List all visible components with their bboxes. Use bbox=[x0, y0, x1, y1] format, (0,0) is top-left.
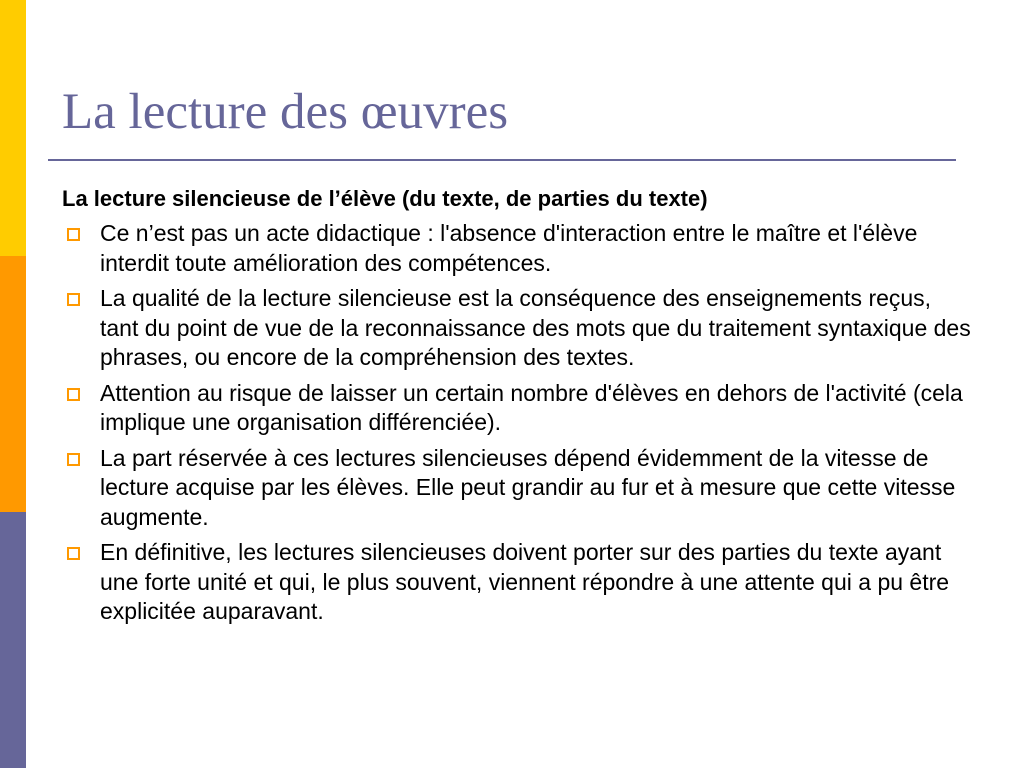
list-item bbox=[62, 284, 972, 373]
bullet-list bbox=[62, 219, 972, 627]
title-divider bbox=[48, 159, 956, 161]
list-item bbox=[62, 444, 972, 533]
bullet-text: La part réservée à ces lectures silencieuses dépend évidemment de la vitesse de lecture acquise par les élèves. Elle peut grandir au fur et à mesure que cette vitesse augmente. bbox=[100, 444, 956, 530]
decorative-sidebar bbox=[0, 0, 26, 768]
hollow-square-icon bbox=[67, 228, 80, 241]
hollow-square-icon bbox=[67, 293, 80, 306]
slide-title: La lecture des œuvres bbox=[62, 84, 509, 140]
bullet-text: Attention au risque de laisser un certain nombre d'élèves en dehors de l'activité (cela implique une organisation différenciée). bbox=[100, 379, 963, 435]
sidebar-band-yellow bbox=[0, 0, 26, 256]
bullet-text: En définitive, les lectures silencieuses doivent porter sur des parties du texte ayant une forte unité et qui, le plus souvent, viennent répondre à une attente qui a pu être explicitée auparavant. bbox=[100, 539, 950, 624]
hollow-square-icon bbox=[67, 547, 80, 560]
slide-body bbox=[62, 184, 972, 633]
section-subheading: La lecture silencieuse de l’élève (du texte, de parties du texte) bbox=[62, 186, 708, 211]
list-item bbox=[62, 219, 972, 278]
sidebar-band-slate bbox=[0, 512, 26, 768]
list-item bbox=[62, 538, 972, 627]
hollow-square-icon bbox=[67, 453, 80, 466]
bullet-text: La qualité de la lecture silencieuse est la conséquence des enseignements reçus, tant du point de vue de la reconnaissance des mots que du traitement syntaxique des phrases, ou encore de la compréhension des textes. bbox=[100, 285, 971, 370]
sidebar-band-orange bbox=[0, 256, 26, 512]
hollow-square-icon bbox=[67, 388, 80, 401]
bullet-text: Ce n’est pas un acte didactique : l'absence d'interaction entre le maître et l'élève interdit toute amélioration des compétences. bbox=[100, 220, 918, 276]
list-item bbox=[62, 379, 972, 438]
